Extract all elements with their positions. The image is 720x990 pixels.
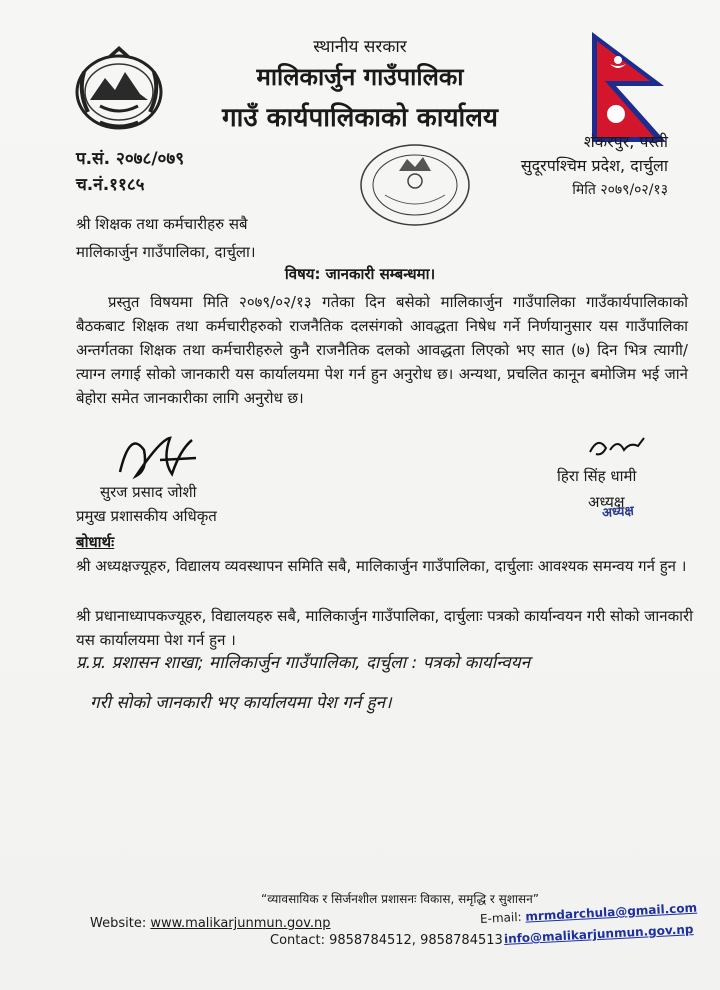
letter-body bbox=[76, 290, 688, 410]
letter-number: प.सं. २०७८/०७९ bbox=[76, 149, 185, 169]
signatory-left-name: सुरज प्रसाद जोशी bbox=[100, 483, 197, 501]
email-link-1[interactable]: mrmdarchula@gmail.com bbox=[525, 900, 698, 924]
body-paragraph: प्रस्तुत विषयमा मिति २०७९/०२/१३ गतेका दिन बसेको मालिकार्जुन गाउँपालिका गाउँकार्यपालिकाको बैठकबाट शिक्षक तथा कर्मचारीहरुको राजनैतिक दलसंगको आवद्धता निषेध गर्ने निर्णयानुसार यस गाउँपालिका अन्तर्गतका शिक्षक तथा कर्मचारीहरुले कुनै राजनैतिक दलको आवद्धता लिएको भए सात (७) दिन भित्र त्यागी/त्याग्न लगाई सोको जानकारी यस कार्यालयमा पेश गर्न हुन अनुरोध छ। अन्यथा, प्रचलित कानून बमोजिम भई जाने बेहोरा समेत जानकारीका लागि अनुरोध छ। bbox=[76, 293, 688, 407]
dispatch-number: च.नं.११८५ bbox=[76, 175, 145, 195]
subject-line: विषय: जानकारी सम्बन्धमा। bbox=[284, 265, 436, 283]
footer-slogan: “व्यावसायिक र सिर्जनशील प्रशासनः विकास, समृद्धि र सुशासन” bbox=[261, 892, 539, 906]
recipient-line-2: मालिकार्जुन गाउँपालिका, दार्चुला। bbox=[76, 243, 256, 261]
office-province: सुदूरपश्चिम प्रदेश, दार्चुला bbox=[520, 156, 668, 175]
signatory-right-title: अध्यक्ष bbox=[588, 493, 625, 511]
signature-right-icon bbox=[584, 432, 654, 462]
website-line bbox=[90, 916, 331, 931]
signature-left-icon bbox=[100, 420, 210, 490]
cc-line-1: श्री अध्यक्षज्यूहरु, विद्यालय व्यवस्थापन समिति सबै, मालिकार्जुन गाउँपालिका, दार्चुलाः आवश्यक समन्वय गर्न हुन । bbox=[76, 557, 687, 575]
municipality-name: मालिकार्जुन गाउँपालिका bbox=[256, 63, 464, 91]
contact-numbers: Contact: 9858784512, 9858784513 bbox=[270, 933, 503, 948]
chairperson-stamp: अध्यक्ष bbox=[601, 503, 635, 522]
signatory-right-name: हिरा सिंह धामी bbox=[557, 467, 637, 485]
office-name: गाउँ कार्यपालिकाको कार्यालय bbox=[222, 103, 498, 133]
local-government-label: स्थानीय सरकार bbox=[313, 37, 407, 57]
website-label: Website: bbox=[90, 916, 147, 931]
website-link[interactable]: www.malikarjunmun.gov.np bbox=[150, 916, 331, 931]
office-place: शंकरपुर, पस्ती bbox=[583, 132, 668, 151]
cc-line-2: श्री प्रधानाध्यापकज्यूहरु, विद्यालयहरु सबै, मालिकार्जुन गाउँपालिका, दार्चुलाः पत्रको कार्यान्वयन गरी सोको जानकारी यस कार्यालयमा पेश गर्न हुन । bbox=[76, 607, 694, 649]
recipient-line-1: श्री शिक्षक तथा कर्मचारीहरु सबै bbox=[76, 215, 248, 233]
letter-date: मिति २०७९/०२/१३ bbox=[572, 182, 668, 198]
signatory-left-title: प्रमुख प्रशासकीय अधिकृत bbox=[76, 507, 217, 525]
email-link-2[interactable]: info@malikarjunmun.gov.np bbox=[503, 922, 694, 946]
handwritten-note-2: गरी सोको जानकारी भए कार्यालयमा पेश गर्न हुन। bbox=[90, 693, 392, 713]
handwritten-note-1: प्र.प्र. प्रशासन शाखा; मालिकार्जुन गाउँपालिका, दार्चुला : पत्रको कार्यान्वयन bbox=[76, 653, 531, 673]
cc-heading: बोधार्थः bbox=[76, 533, 115, 551]
office-seal-icon bbox=[355, 135, 475, 230]
email-label: E-mail: bbox=[479, 909, 522, 926]
